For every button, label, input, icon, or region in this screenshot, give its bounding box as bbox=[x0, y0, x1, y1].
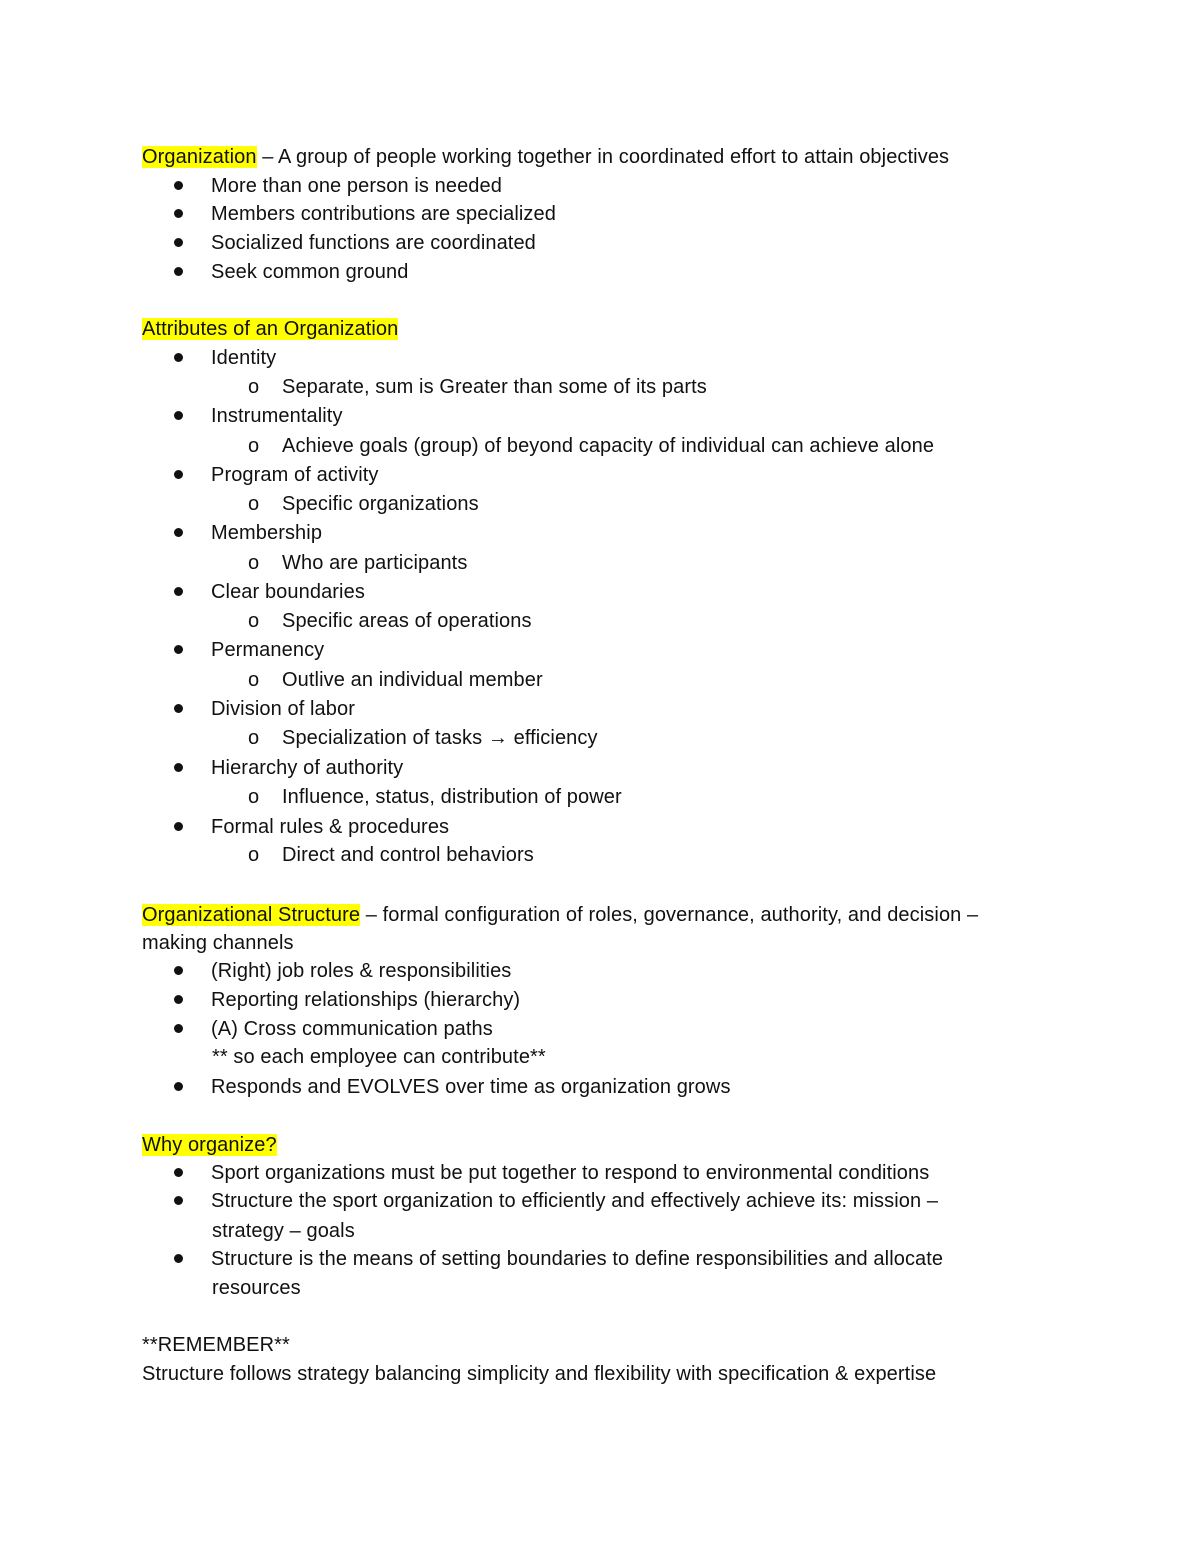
list-item bbox=[174, 346, 276, 370]
remember-label: **REMEMBER** bbox=[142, 1334, 290, 1356]
bullet-text: Hierarchy of authority bbox=[211, 757, 404, 779]
organization-definition-text: – A group of people working together in coordinated effort to attain objectives bbox=[256, 146, 950, 168]
bullet-icon bbox=[174, 1168, 183, 1177]
bullet-icon bbox=[174, 645, 183, 654]
sub-list-item bbox=[248, 434, 934, 458]
bullet-text: Division of labor bbox=[211, 698, 355, 720]
circle-bullet-icon: o bbox=[248, 844, 260, 866]
bullet-text: Membership bbox=[211, 522, 323, 544]
bullet-icon bbox=[174, 995, 183, 1004]
list-item bbox=[174, 174, 502, 198]
list-item bbox=[174, 404, 343, 428]
bullet-icon bbox=[174, 411, 183, 420]
bullet-icon bbox=[174, 470, 183, 479]
bullet-text: Formal rules & procedures bbox=[211, 816, 450, 838]
sub-list-item bbox=[248, 492, 479, 516]
sub-bullet-text: Direct and control behaviors bbox=[282, 844, 534, 866]
sub-list-item bbox=[248, 843, 534, 867]
bullet-icon bbox=[174, 528, 183, 537]
bullet-text: More than one person is needed bbox=[211, 175, 502, 197]
organization-definition bbox=[142, 145, 949, 169]
bullet-text: Reporting relationships (hierarchy) bbox=[211, 989, 521, 1011]
bullet-icon bbox=[174, 1082, 183, 1091]
sub-bullet-text: Specialization of tasks → efficiency bbox=[282, 727, 598, 749]
sub-list-item bbox=[248, 375, 707, 399]
bullet-text: Seek common ground bbox=[211, 261, 409, 283]
bullet-text-continued: resources bbox=[212, 1277, 301, 1299]
structure-definition bbox=[142, 903, 978, 927]
bullet-text: (A) Cross communication paths bbox=[211, 1018, 493, 1040]
list-item bbox=[174, 756, 403, 780]
organization-term: Organization bbox=[142, 146, 257, 168]
bullet-text: Members contributions are specialized bbox=[211, 203, 556, 225]
sub-list-item bbox=[248, 609, 532, 633]
bullet-icon bbox=[174, 267, 183, 276]
bullet-text: Instrumentality bbox=[211, 405, 343, 427]
bullet-text: Structure the sport organization to efficiently and effectively achieve its: mission – bbox=[211, 1190, 939, 1212]
sub-list-item bbox=[248, 785, 622, 809]
sub-bullet-text: Specific areas of operations bbox=[282, 610, 532, 632]
sub-bullet-text: Specific organizations bbox=[282, 493, 479, 515]
sub-bullet-text: Achieve goals (group) of beyond capacity of individual can achieve alone bbox=[282, 435, 935, 457]
sub-list-item bbox=[248, 726, 598, 750]
attributes-heading-text: Attributes of an Organization bbox=[142, 318, 399, 340]
sub-bullet-text: Who are participants bbox=[282, 552, 468, 574]
circle-bullet-icon: o bbox=[248, 552, 260, 574]
list-item bbox=[174, 1189, 938, 1213]
list-item bbox=[174, 521, 322, 545]
sub-bullet-text: Influence, status, distribution of power bbox=[282, 786, 622, 808]
structure-term: Organizational Structure bbox=[142, 904, 361, 926]
bullet-text: Permanency bbox=[211, 639, 325, 661]
bullet-text: Program of activity bbox=[211, 464, 379, 486]
sub-list-item bbox=[248, 551, 467, 575]
sub-bullet-text: Outlive an individual member bbox=[282, 669, 543, 691]
bullet-icon bbox=[174, 1196, 183, 1205]
circle-bullet-icon: o bbox=[248, 376, 260, 398]
bullet-icon bbox=[174, 822, 183, 831]
bullet-text: Structure is the means of setting boundaries to define responsibilities and allocate bbox=[211, 1248, 944, 1270]
list-item bbox=[174, 815, 449, 839]
bullet-icon bbox=[174, 966, 183, 975]
list-item bbox=[174, 1161, 929, 1185]
bullet-icon bbox=[174, 1024, 183, 1033]
circle-bullet-icon: o bbox=[248, 786, 260, 808]
remember-text: Structure follows strategy balancing simplicity and flexibility with specification & expertise bbox=[142, 1363, 937, 1385]
bullet-text: (Right) job roles & responsibilities bbox=[211, 960, 512, 982]
list-item bbox=[174, 988, 520, 1012]
list-item bbox=[174, 463, 379, 487]
circle-bullet-icon: o bbox=[248, 493, 260, 515]
attributes-heading bbox=[142, 317, 398, 341]
why-organize-heading-text: Why organize? bbox=[142, 1134, 277, 1156]
bullet-text: Identity bbox=[211, 347, 277, 369]
list-item bbox=[174, 1017, 493, 1041]
list-item bbox=[174, 260, 408, 284]
circle-bullet-icon: o bbox=[248, 669, 260, 691]
bullet-icon bbox=[174, 209, 183, 218]
list-item bbox=[174, 580, 365, 604]
bullet-icon bbox=[174, 704, 183, 713]
bullet-text: Socialized functions are coordinated bbox=[211, 232, 536, 254]
bullet-icon bbox=[174, 181, 183, 190]
list-item bbox=[174, 231, 536, 255]
list-item bbox=[174, 1247, 943, 1271]
bullet-text: Clear boundaries bbox=[211, 581, 365, 603]
bullet-icon bbox=[174, 238, 183, 247]
circle-bullet-icon: o bbox=[248, 610, 260, 632]
bullet-icon bbox=[174, 1254, 183, 1263]
sub-list-item bbox=[248, 668, 543, 692]
bullet-text: Sport organizations must be put together to respond to environmental conditions bbox=[211, 1162, 930, 1184]
bullet-icon bbox=[174, 587, 183, 596]
list-item bbox=[174, 1075, 731, 1099]
list-item bbox=[174, 959, 511, 983]
list-item bbox=[174, 202, 556, 226]
sub-bullet-text: Separate, sum is Greater than some of its parts bbox=[282, 376, 707, 398]
bullet-text: Responds and EVOLVES over time as organization grows bbox=[211, 1076, 731, 1098]
list-item bbox=[174, 638, 324, 662]
bullet-text-continued: strategy – goals bbox=[212, 1220, 355, 1242]
bullet-icon bbox=[174, 353, 183, 362]
list-item bbox=[174, 697, 355, 721]
circle-bullet-icon: o bbox=[248, 727, 260, 749]
bullet-note: ** so each employee can contribute** bbox=[212, 1046, 546, 1068]
circle-bullet-icon: o bbox=[248, 435, 260, 457]
structure-definition-text: – formal configuration of roles, governance, authority, and decision – bbox=[360, 904, 979, 926]
bullet-icon bbox=[174, 763, 183, 772]
why-organize-heading bbox=[142, 1133, 277, 1157]
structure-definition-continued: making channels bbox=[142, 932, 294, 954]
